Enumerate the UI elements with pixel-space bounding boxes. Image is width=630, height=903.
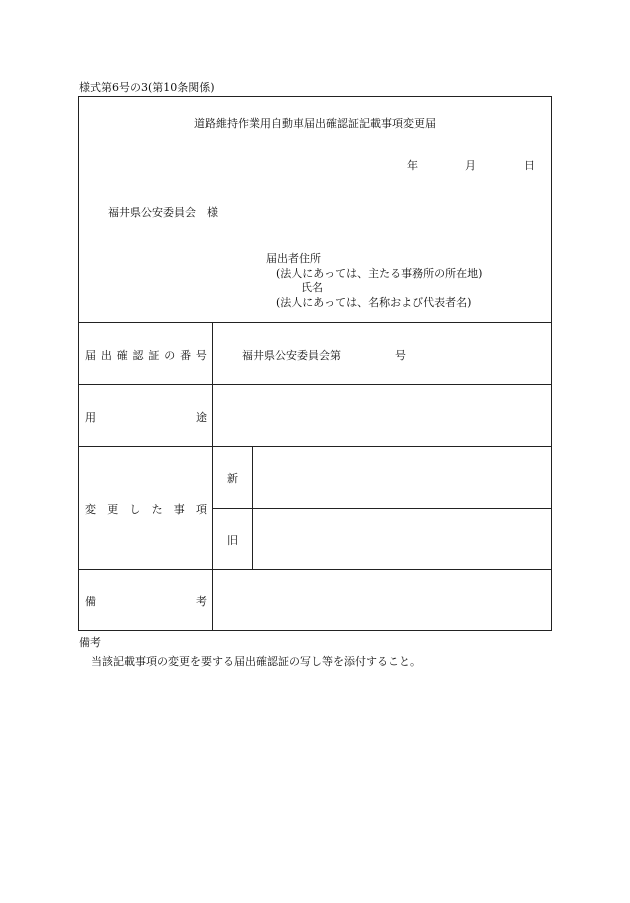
purpose-field[interactable] [216, 389, 546, 441]
changes-new-label: 新 [227, 472, 238, 485]
date-year-label: 年 [407, 159, 418, 172]
footer-heading: 備考 [79, 636, 101, 649]
applicant-name-note: (法人にあっては、名称および代表者名) [276, 296, 472, 309]
changes-old-label: 旧 [227, 534, 238, 547]
form-number: 様式第6号の3(第10条関係) [79, 81, 215, 94]
date-month-label: 月 [465, 159, 476, 172]
footer-note: 当該記載事項の変更を要する届出確認証の写し等を添付すること。 [91, 655, 421, 668]
remarks-label: 備 考 [85, 595, 207, 608]
changes-new-field[interactable] [257, 451, 547, 503]
cert-number-field[interactable] [346, 342, 392, 362]
cert-number-prefix: 福井県公安委員会第 [242, 349, 341, 362]
row-divider-changes [78, 569, 552, 570]
form-title: 道路維持作業用自動車届出確認証記載事項変更届 [194, 117, 436, 130]
addressee: 福井県公安委員会 様 [108, 206, 218, 219]
column-divider-labels [212, 322, 213, 631]
purpose-label: 用 途 [85, 411, 207, 424]
applicant-address-note: (法人にあっては、主たる事務所の所在地) [276, 267, 483, 280]
row-divider-cert [78, 384, 552, 385]
column-divider-new-old [252, 446, 253, 569]
cert-number-suffix: 号 [395, 349, 406, 362]
changes-old-field[interactable] [257, 512, 547, 564]
cert-number-label: 届 出 確 認 証 の 番 号 [85, 349, 207, 362]
remarks-field[interactable] [216, 574, 546, 626]
applicant-address-label: 届出者住所 [266, 252, 321, 265]
applicant-name-label: 氏名 [301, 281, 323, 294]
row-divider-header [78, 322, 552, 323]
row-divider-purpose [78, 446, 552, 447]
date-day-label: 日 [524, 159, 535, 172]
row-divider-changes-inner [212, 508, 552, 509]
changes-label: 変 更 し た 事 項 [85, 503, 207, 516]
